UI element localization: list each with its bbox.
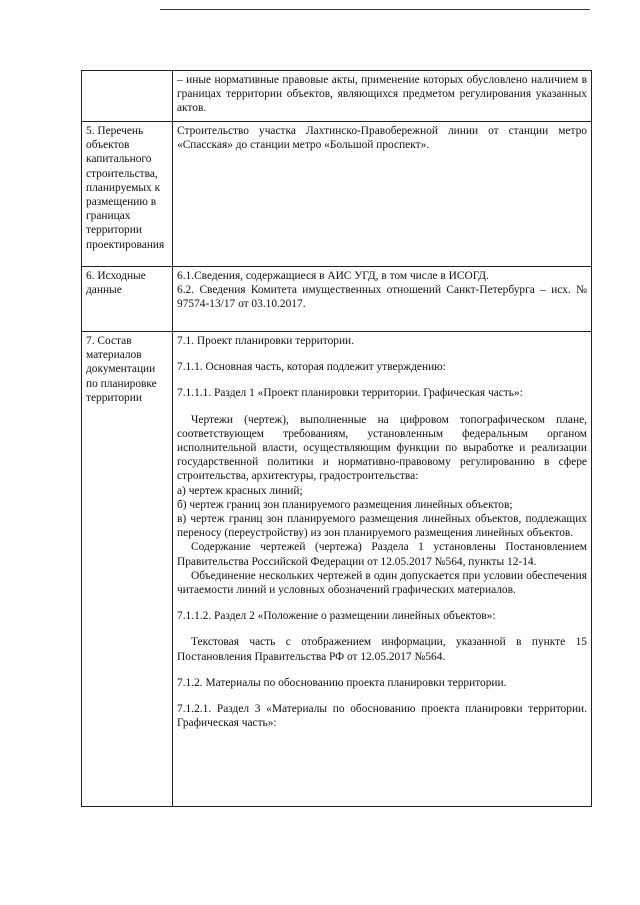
table-row-continuation [82,71,592,122]
paragraph: Строительство участка Лахтинско-Правобережной линии от станции метро «Спасская» до станции метро «Большой проспект». [177,125,587,152]
paragraph: 6.1.Сведения, содержащиеся в АИС УГД, в том числе в ИСОГД. [177,270,489,282]
paragraph: 6.2. Сведения Комитета имущественных отношений Санкт-Петербурга – исх. № 97574-13/17 от 03.10.2017. [177,284,587,311]
row-label: 7. Состав материалов документации по планировке территории [82,332,173,807]
row-label: 6. Исходные данные [82,267,173,332]
row-content [173,71,592,122]
list-item: б) чертеж границ зон планируемого размещения линейных объектов; [177,498,513,511]
paragraph: Текстовая часть с отображением информации, указанной в пункте 15 Постановления Правительства РФ от 12.05.2017 №564. [177,636,587,663]
row-label: 5. Перечень объектов капитального строительства, планируемых к размещению в границах территории проектирования [82,122,173,267]
paragraph: Объединение нескольких чертежей в один допускается при условии обеспечения читаемости линий и условных обозначений графических материалов. [177,569,587,597]
paragraph: 7.1.1.2. Раздел 2 «Положение о размещении линейных объектов»: [177,610,496,623]
paragraph: 7.1.1. Основная часть, которая подлежит утверждению: [177,361,446,374]
table-row-5 [82,122,592,267]
table-row-6 [82,267,592,332]
row-content [173,267,592,332]
paragraph: Чертежи (чертеж), выполненные на цифровом топографическом плане, соответствующем требованиям, установленным федеральным органом исполнительной власти, осуществляющим функции по выработке и реализации государственной политики и нормативно-правовому регулированию в сфере строительства, архитектуры, градостроительства: [177,413,587,483]
paragraph: 7.1. Проект планировки территории. [177,335,355,347]
row-label [82,71,173,122]
row-content [173,122,592,267]
row-content [173,332,592,807]
table-row-7 [82,332,592,807]
list-item: в) чертеж границ зон планируемого размещения линейных объектов, подлежащих переносу (переустройству) из зон планируемого размещения линейных объектов. [177,513,587,540]
list-item: а) чертеж красных линий; [177,484,303,497]
paragraph: – иные нормативные правовые акты, применение которых обусловлено наличием в границах территории объектов, являющихся предметом регулирования указанных актов. [177,74,587,115]
paragraph: 7.1.2. Материалы по обоснованию проекта планировки территории. [177,676,507,689]
document-table [81,70,592,807]
paragraph: 7.1.2.1. Раздел 3 «Материалы по обоснованию проекта планировки территории. Графическая часть»: [177,703,587,730]
paragraph: Содержание чертежей (чертежа) Раздела 1 установлены Постановлением Правительства Российской Федерации от 12.05.2017 №564, пункты 12-14. [177,541,587,568]
paragraph: 7.1.1.1. Раздел 1 «Проект планировки территории. Графическая часть»: [177,387,523,400]
header-rule [160,9,590,10]
